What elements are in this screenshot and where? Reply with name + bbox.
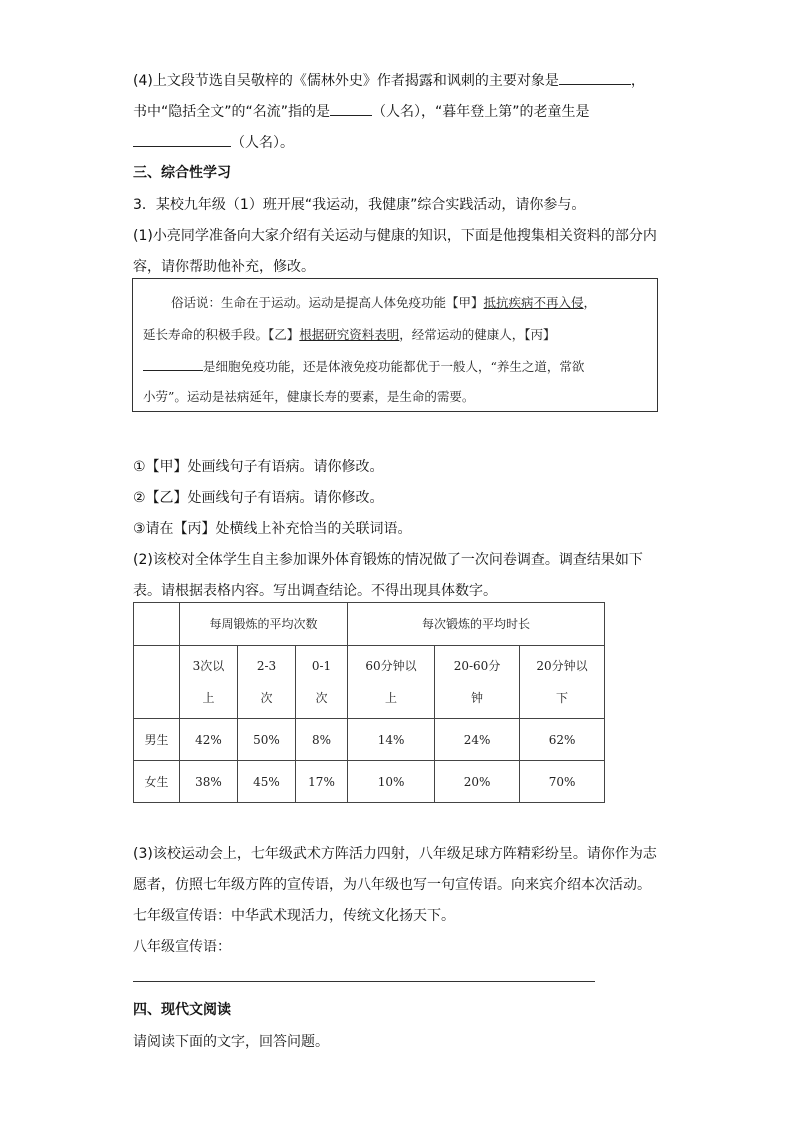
- q4-line3: [133, 132, 294, 152]
- subheader-line: 2-3: [256, 659, 277, 673]
- table-row: [134, 761, 605, 803]
- table-subheader-cell: [180, 646, 238, 719]
- table-empty-cell: [134, 646, 180, 719]
- table-cell: 8%: [296, 719, 348, 761]
- sub2-line2: 表。请根据表格内容。写出调查结论。不得出现具体数字。: [133, 583, 497, 599]
- q4-line3-suffix: （人名）。: [231, 135, 294, 151]
- question3-intro: 3．某校九年级（1）班开展“我运动，我健康”综合实践活动，请你参与。: [133, 197, 586, 213]
- table-subheader-cell: [520, 646, 605, 719]
- q4-line2: [133, 101, 590, 121]
- answer-line[interactable]: [133, 981, 595, 982]
- table-corner-cell: [134, 603, 180, 646]
- underlined-sentence-yi: 根据研究资料表明: [299, 327, 400, 342]
- table-subheader-cell: [296, 646, 348, 719]
- bing-blank[interactable]: [143, 358, 203, 371]
- section4-instruction: 请阅读下面的文字，回答问题。: [133, 1034, 329, 1050]
- task-1: ①【甲】处画线句子有语病。请你修改。: [133, 459, 384, 475]
- table-subheader-cell: [435, 646, 520, 719]
- table-cell: 45%: [238, 761, 296, 803]
- subheader-line: 下: [556, 691, 569, 705]
- subheader-line: 60分钟以: [365, 659, 417, 673]
- task-2: ②【乙】处画线句子有语病。请你修改。: [133, 490, 384, 506]
- subheader-line: 次: [260, 691, 273, 705]
- table-cell: 10%: [348, 761, 435, 803]
- table-cell: 70%: [520, 761, 605, 803]
- sub3-line1: (3)该校运动会上，七年级武术方阵活力四射，八年级足球方阵精彩纷呈。请你作为志: [133, 846, 657, 862]
- subheader-line: 20分钟以: [536, 659, 588, 673]
- box-line1: [171, 293, 596, 311]
- q4-line2-text: 书中“隐括全文”的“名流”指的是: [133, 104, 331, 120]
- subheader-line: 钟: [471, 691, 484, 705]
- table-cell: 24%: [435, 719, 520, 761]
- table-subheader-cell: [348, 646, 435, 719]
- box-text: 俗话说：生命在于运动。运动是提高人体免疫功能【甲】: [171, 295, 484, 310]
- table-header-row: [134, 603, 605, 646]
- table-subheader-row: [134, 646, 605, 719]
- section4-title: 四、现代文阅读: [133, 1002, 231, 1018]
- box-text: 延长寿命的积极手段。【乙】: [143, 327, 300, 342]
- slogan-grade7: 七年级宣传语：中华武术现活力，传统文化扬天下。: [133, 908, 455, 924]
- box-line2: [143, 325, 556, 343]
- sub2-line1: (2)该校对全体学生自主参加课外体育锻炼的情况做了一次问卷调查。调查结果如下: [133, 552, 643, 568]
- table-cell: 17%: [296, 761, 348, 803]
- section3-title: 三、综合性学习: [133, 165, 231, 181]
- slogan-grade8-label: 八年级宣传语：: [133, 939, 231, 955]
- table-cell: 50%: [238, 719, 296, 761]
- box-text: ，: [583, 295, 597, 310]
- table-cell: 38%: [180, 761, 238, 803]
- table-subheader-cell: [238, 646, 296, 719]
- subheader-line: 次: [315, 691, 328, 705]
- row-label: 男生: [134, 719, 180, 761]
- sub1-line2: 容，请你帮助他补充，修改。: [133, 259, 315, 275]
- q4-line1: [133, 70, 645, 90]
- box-line4: 小劳”。运动是祛病延年，健康长寿的要素，是生命的需要。: [143, 389, 475, 404]
- table-cell: 62%: [520, 719, 605, 761]
- subheader-line: 上: [202, 691, 215, 705]
- table-group-header: 每周锻炼的平均次数: [180, 603, 348, 646]
- sub1-line1: (1)小亮同学准备向大家介绍有关运动与健康的知识，下面是他搜集相关资料的部分内: [133, 228, 657, 244]
- underlined-sentence-jia: 抵抗疾病不再入侵: [483, 295, 584, 310]
- table-row: [134, 719, 605, 761]
- box-text: 是细胞免疫功能，还是体液免疫功能都优于一般人，“养生之道，常欲: [203, 359, 585, 374]
- subheader-line: 上: [385, 691, 398, 705]
- table-cell: 20%: [435, 761, 520, 803]
- task-3: ③请在【丙】处横线上补充恰当的关联词语。: [133, 521, 412, 537]
- q4-line1-text: (4)上文段节选自吴敬梓的《儒林外史》作者揭露和讽刺的主要对象是: [133, 73, 559, 89]
- box-line3: [143, 357, 584, 375]
- q4-line1-suffix: ，: [630, 73, 645, 89]
- subheader-line: 0-1: [311, 659, 332, 673]
- answer-blank[interactable]: [133, 132, 231, 147]
- table-group-header: 每次锻炼的平均时长: [348, 603, 605, 646]
- sub3-line2: 愿者，仿照七年级方阵的宣传语，为八年级也写一句宣传语。向来宾介绍本次活动。: [133, 877, 651, 893]
- table-cell: 14%: [348, 719, 435, 761]
- subheader-line: 20-60分: [453, 659, 501, 673]
- table-cell: 42%: [180, 719, 238, 761]
- answer-blank[interactable]: [330, 101, 372, 116]
- survey-table: [133, 602, 605, 803]
- q4-line2-mid: （人名），“暮年登上第”的老童生是: [372, 104, 590, 120]
- row-label: 女生: [134, 761, 180, 803]
- material-box: [132, 278, 658, 412]
- subheader-line: 3次以: [192, 659, 225, 673]
- answer-blank[interactable]: [559, 70, 631, 85]
- box-text: ，经常运动的健康人，【丙】: [399, 327, 556, 342]
